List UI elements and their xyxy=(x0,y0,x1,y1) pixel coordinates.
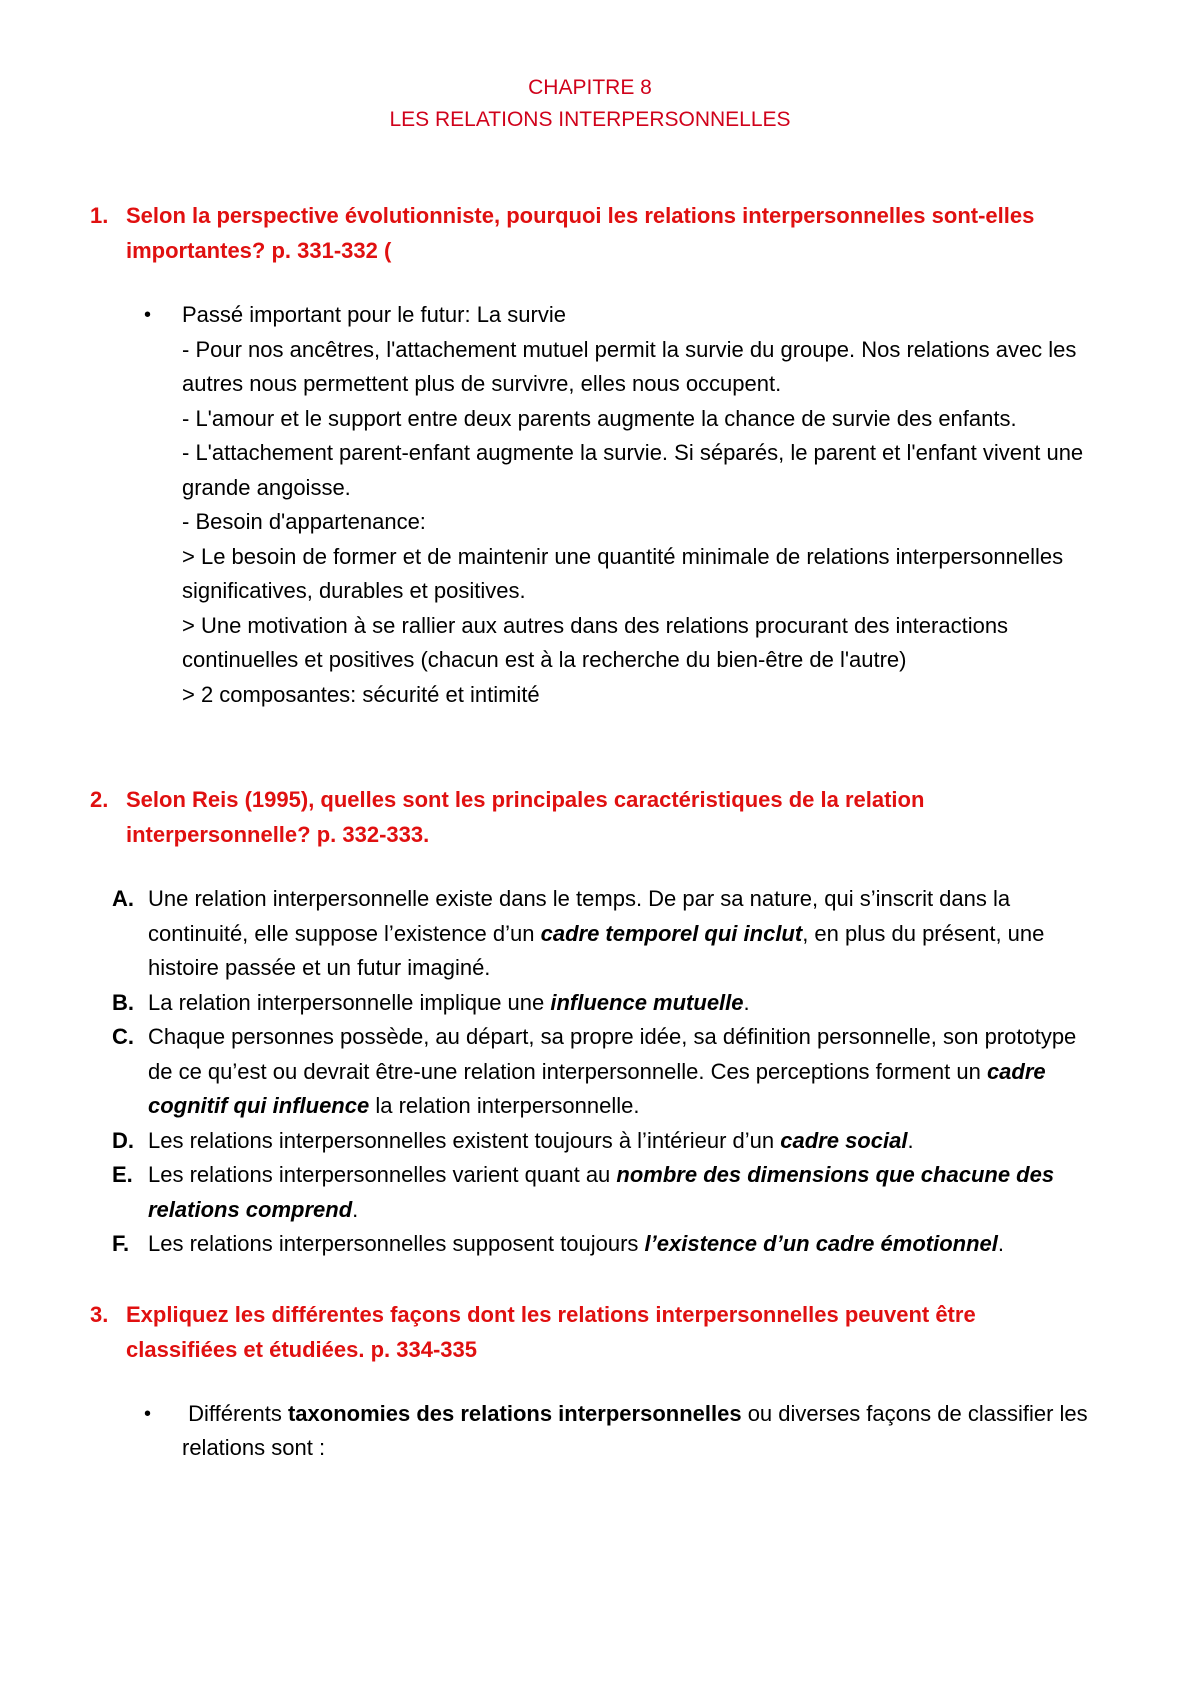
question-1 xyxy=(90,198,1090,268)
item-emphasis: cadre temporel qui inclut xyxy=(540,920,803,946)
item-text-end: la relation interpersonnelle. xyxy=(369,1093,640,1118)
spacer xyxy=(90,712,1090,782)
item-label: D. xyxy=(112,1127,134,1153)
question-text: Expliquez les différentes façons dont les relations interpersonnelles peuvent être classifiées et étudiées. p. 334-335 xyxy=(126,1301,976,1362)
list-item xyxy=(112,882,1090,986)
item-emphasis: cadre cognitif qui influence xyxy=(148,1058,1046,1118)
item-emphasis: nombre des dimensions que chacune des relations comprend xyxy=(148,1162,1055,1222)
list-item xyxy=(112,1020,1090,1124)
question-number: 1. xyxy=(90,203,109,228)
answer-line: - L'amour et le support entre deux parents augmente la chance de survie des enfants. xyxy=(182,405,1017,431)
list-item xyxy=(112,1124,1090,1159)
item-text: La relation interpersonnelle implique une xyxy=(148,989,551,1015)
item-emphasis: cadre social xyxy=(780,1127,908,1153)
answer-1-bullet xyxy=(144,298,1090,712)
item-label: E. xyxy=(112,1162,133,1187)
answer-3-bold: taxonomies des relations interpersonnelles xyxy=(287,1400,742,1426)
item-text: Les relations interpersonnelles supposent toujours xyxy=(148,1231,645,1256)
question-number: 3. xyxy=(90,1301,109,1327)
item-text: Les relations interpersonnelles varient quant au xyxy=(148,1162,617,1187)
item-text-end: . xyxy=(907,1127,914,1153)
chapter-number: CHAPITRE 8 xyxy=(528,76,652,99)
answer-line: > Le besoin de former et de maintenir une quantité minimale de relations interpersonnelles significatives, durables et positives. xyxy=(182,543,1064,603)
chapter-header xyxy=(90,72,1090,136)
item-label: A. xyxy=(112,886,134,911)
item-label: B. xyxy=(112,989,134,1015)
item-text: Une relation interpersonnelle existe dans le temps. De par sa nature, qui s’inscrit dans la continuité, elle suppose l’existence d’un xyxy=(148,886,1011,946)
bullet-icon: • xyxy=(144,304,152,326)
question-text: Selon la perspective évolutionniste, pourquoi les relations interpersonnelles sont-elles importantes? p. 331-332 ( xyxy=(126,203,1035,263)
item-emphasis: l’existence d’un cadre émotionnel xyxy=(644,1231,998,1256)
question-3 xyxy=(90,1297,1090,1367)
answer-line: > Une motivation à se rallier aux autres dans des relations procurant des interactions continuelles et positives (chacun est à la recherche du bien-être de l'autre) xyxy=(182,612,1009,672)
question-text: Selon Reis (1995), quelles sont les principales caractéristiques de la relation interpersonnelle? p. 332-333. xyxy=(126,787,925,847)
answer-line: - L'attachement parent-enfant augmente la survie. Si séparés, le parent et l'enfant vivent une grande angoisse. xyxy=(182,440,1084,500)
item-text-end: . xyxy=(997,1231,1004,1256)
spacer xyxy=(90,1262,1090,1297)
item-text-end: . xyxy=(743,989,750,1015)
answer-3-text: Différents xyxy=(182,1400,288,1426)
answer-line: > 2 composantes: sécurité et intimité xyxy=(182,681,540,707)
question-2 xyxy=(90,782,1090,852)
bullet-icon: • xyxy=(144,1402,152,1425)
item-label: F. xyxy=(112,1231,130,1256)
item-label: C. xyxy=(112,1024,134,1049)
item-emphasis: influence mutuelle xyxy=(550,989,744,1015)
list-item xyxy=(112,1158,1090,1227)
answer-1-heading: Passé important pour le futur: La survie xyxy=(182,302,566,327)
answer-line: - Besoin d'appartenance: xyxy=(182,509,426,534)
question-number: 2. xyxy=(90,787,109,812)
answer-1-text xyxy=(182,298,1090,712)
item-text: Les relations interpersonnelles existent toujours à l’intérieur d’un xyxy=(148,1127,781,1153)
item-text-end: . xyxy=(352,1196,359,1222)
answer-3-text-end: ou diverses façons de classifier les relations sont : xyxy=(182,1400,1088,1460)
answer-line: - Pour nos ancêtres, l'attachement mutuel permit la survie du groupe. Nos relations avec les autres nous permettent plus de survivre, elles nous occupent. xyxy=(182,336,1077,396)
answer-2-list xyxy=(112,882,1090,1262)
list-item xyxy=(112,986,1090,1021)
answer-3-bullet xyxy=(144,1397,1090,1466)
list-item xyxy=(112,1227,1090,1262)
item-text-end: , en plus du présent, une histoire passée et un futur imaginé. xyxy=(148,920,1045,980)
item-text: Chaque personnes possède, au départ, sa propre idée, sa définition personnelle, son prototype de ce qu’est ou devrait être-une relation interpersonnelle. Ces perceptions forment un xyxy=(148,1024,1077,1084)
chapter-title: LES RELATIONS INTERPERSONNELLES xyxy=(389,108,791,131)
